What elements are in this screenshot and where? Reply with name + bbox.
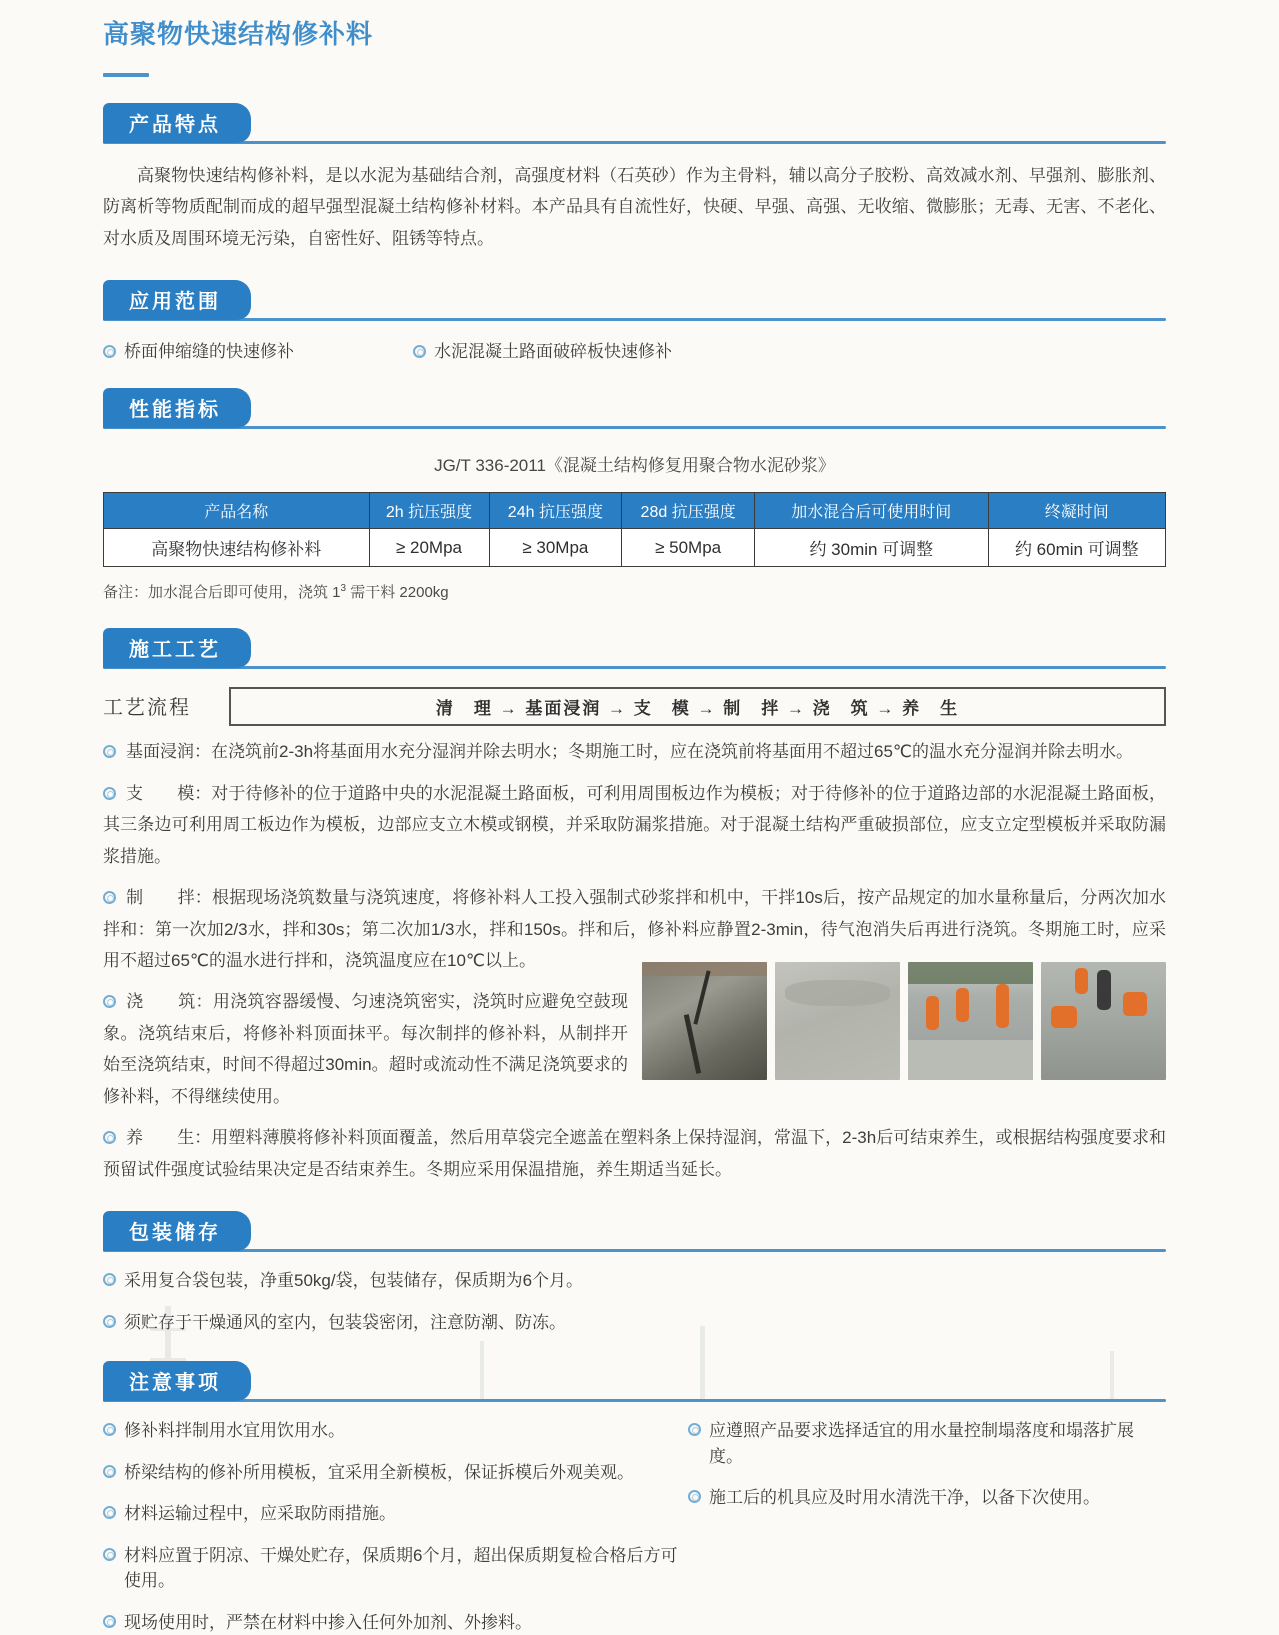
- precaution-label: 材料运输过程中，应采取防雨措施。: [124, 1501, 396, 1527]
- workers-placing-repair-mortar-photo: [1041, 962, 1166, 1080]
- section-header: [103, 1361, 1166, 1402]
- worker-figure: [1075, 968, 1088, 994]
- step-text: 浇 筑：用浇筑容器缓慢、匀速浇筑密实，浇筑时应避免空鼓现象。浇筑结束后，将修补料顶面抹平。每次制拌的修补料，从制拌开始至浇筑结束，时间不得超过30min。超时或流动性不满足浇筑要求的修补料，不得继续使用。: [103, 992, 628, 1105]
- process-step: [103, 736, 1166, 767]
- table-cell: ≥ 30Mpa: [489, 529, 622, 567]
- process-flow-row: [103, 687, 1166, 726]
- precaution-label: 应遵照产品要求选择适宜的用水量控制塌落度和塌落扩展度。: [709, 1418, 1166, 1469]
- list-item: [103, 1268, 1166, 1294]
- step-text: 养 生：用塑料薄膜将修补料顶面覆盖，然后用草袋完全遮盖在塑料条上保持湿润，常温下，2-3h后可结束养生，或根据结构强度要求和预留试件强度试验结果决定是否结束养生。冬期应采用保温措施，养生期适当延长。: [103, 1128, 1166, 1178]
- double-circle-bullet-icon: [103, 1273, 116, 1286]
- section-header: [103, 388, 1166, 429]
- step-text: 支 模：对于待修补的位于道路中央的水泥混凝土路面板，可利用周围板边作为模板；对于待修补的位于道路边部的水泥混凝土路面板，其三条边可利用周工板边作为模板，边部应支立木模或钢模，并采取防漏浆措施。对于混凝土结构严重破损部位，应支立定型模板并采取防漏浆措施。: [103, 784, 1166, 866]
- list-item: [103, 1610, 688, 1635]
- page-title: 高聚物快速结构修补料: [103, 14, 1166, 51]
- section-header: [103, 280, 1166, 321]
- double-circle-bullet-icon: [103, 1548, 116, 1561]
- title-underline: [103, 73, 149, 77]
- photo-detail: [693, 971, 710, 1025]
- list-item: [103, 1460, 688, 1486]
- broken-concrete-slab-photo: [775, 962, 900, 1080]
- list-item: [103, 1418, 688, 1444]
- table-row: [104, 529, 1166, 567]
- section-packaging-storage: [103, 1211, 1166, 1335]
- list-item: [103, 1310, 1166, 1336]
- section-rule: [103, 1249, 1166, 1252]
- precaution-label: 桥梁结构的修补所用模板，宜采用全新模板，保证拆模后外观美观。: [124, 1460, 634, 1486]
- section-tab-process: 施工工艺: [103, 628, 251, 668]
- flow-diagram-box: 清 理 → 基面浸润 → 支 模 → 制 拌 → 浇 筑 → 养 生: [229, 687, 1166, 726]
- packaging-item-label: 须贮存于干燥通风的室内，包装袋密闭，注意防潮、防冻。: [124, 1310, 566, 1336]
- table-header-cell: 产品名称: [104, 493, 370, 529]
- double-circle-bullet-icon: [103, 1423, 116, 1436]
- precautions-columns: [103, 1402, 1166, 1635]
- section-rule: [103, 141, 1166, 144]
- features-paragraph: 高聚物快速结构修补料，是以水泥为基础结合剂，高强度材料（石英砂）作为主骨料，辅以高分子胶粉、高效减水剂、早强剂、膨胀剂、防离析等物质配制而成的超早强型混凝土结构修补材料。本产品具有自流性好，快硬、早强、高强、无收缩、微膨胀；无毒、无害、不老化、对水质及周围环境无污染，自密性好、阻锈等特点。: [103, 160, 1166, 254]
- section-precautions: [103, 1361, 1166, 1635]
- precaution-label: 修补料拌制用水宜用饮用水。: [124, 1418, 345, 1444]
- worker-figure: [1097, 970, 1111, 1010]
- footnote-superscript: 3: [341, 583, 347, 594]
- double-circle-bullet-icon: [103, 1131, 116, 1144]
- application-item-label: 水泥混凝土路面破碎板快速修补: [434, 342, 672, 361]
- worker-figure: [996, 984, 1009, 1028]
- section-tab-precautions: 注意事项: [103, 1361, 251, 1401]
- section-header: [103, 628, 1166, 669]
- process-step: [103, 778, 1166, 872]
- standard-reference: JG/T 336-2011《混凝土结构修复用聚合物水泥砂浆》: [103, 451, 1166, 476]
- table-cell: 高聚物快速结构修补料: [104, 529, 370, 567]
- cracked-pavement-photo: [642, 962, 767, 1080]
- performance-table: [103, 492, 1166, 567]
- double-circle-bullet-icon: [103, 1465, 116, 1478]
- table-header-cell: 加水混合后可使用时间: [755, 493, 989, 529]
- double-circle-bullet-icon: [103, 787, 116, 800]
- list-item: [103, 337, 413, 362]
- table-header-cell: 24h 抗压强度: [489, 493, 622, 529]
- worker-figure: [1123, 992, 1147, 1016]
- section-product-features: [103, 103, 1166, 254]
- step-text: 制 拌：根据现场浇筑数量与浇筑速度，将修补料人工投入强制式砂浆拌和机中，干拌10s后，按产品规定的加水量称量后，分两次加水拌和：第一次加2/3水，拌和30s；第二次加1/3水，拌和150s。拌和后，修补料应静置2-3min，待气泡消失后再进行浇筑。冬期施工时，应采用不超过65℃的温水进行拌和，浇筑温度应在10℃以上。: [103, 888, 1166, 970]
- double-circle-bullet-icon: [688, 1490, 701, 1503]
- application-item-label: 桥面伸缩缝的快速修补: [124, 342, 294, 361]
- precaution-label: 材料应置于阴凉、干燥处贮存，保质期6个月，超出保质期复检合格后方可使用。: [124, 1543, 688, 1594]
- double-circle-bullet-icon: [103, 1315, 116, 1328]
- table-cell: 约 60min 可调整: [988, 529, 1165, 567]
- section-rule: [103, 666, 1166, 669]
- double-circle-bullet-icon: [103, 1506, 116, 1519]
- section-rule: [103, 426, 1166, 429]
- worker-figure: [956, 988, 969, 1022]
- precautions-right-column: [688, 1402, 1166, 1635]
- photo-detail: [908, 1040, 1033, 1080]
- worker-figure: [1051, 1006, 1077, 1028]
- process-step: [103, 1122, 1166, 1185]
- double-circle-bullet-icon: [103, 995, 116, 1008]
- precautions-left-column: [103, 1402, 688, 1635]
- table-cell: ≥ 20Mpa: [369, 529, 489, 567]
- precaution-label: 现场使用时，严禁在材料中掺入任何外加剂、外掺料。: [124, 1610, 532, 1635]
- construction-photo-strip: [642, 962, 1166, 1080]
- table-cell: 约 30min 可调整: [755, 529, 989, 567]
- double-circle-bullet-icon: [103, 745, 116, 758]
- table-header-cell: 2h 抗压强度: [369, 493, 489, 529]
- section-header: [103, 103, 1166, 144]
- double-circle-bullet-icon: [688, 1423, 701, 1436]
- double-circle-bullet-icon: [103, 891, 116, 904]
- flow-label: 工艺流程: [103, 687, 191, 726]
- list-item: [413, 337, 672, 362]
- step-text: 基面浸润：在浇筑前2-3h将基面用水充分湿润并除去明水；冬期施工时，应在浇筑前将基面用不超过65℃的温水充分湿润并除去明水。: [126, 742, 1133, 761]
- section-performance: [103, 388, 1166, 602]
- section-tab-performance: 性能指标: [103, 388, 251, 428]
- double-circle-bullet-icon: [103, 1615, 116, 1628]
- packaging-item-label: 采用复合袋包装，净重50kg/袋，包装储存，保质期为6个月。: [124, 1268, 583, 1294]
- list-item: [103, 1543, 688, 1594]
- section-tab-packaging: 包装储存: [103, 1211, 251, 1251]
- section-header: [103, 1211, 1166, 1252]
- table-header-row: [104, 493, 1166, 529]
- table-header-cell: 28d 抗压强度: [622, 493, 755, 529]
- section-application-scope: [103, 280, 1166, 362]
- section-tab-application: 应用范围: [103, 280, 251, 320]
- table-cell: ≥ 50Mpa: [622, 529, 755, 567]
- photo-detail: [785, 980, 890, 1006]
- section-rule: [103, 318, 1166, 321]
- table-header-cell: 终凝时间: [988, 493, 1165, 529]
- photo-detail: [908, 962, 1033, 984]
- worker-figure: [926, 996, 939, 1030]
- list-item: [103, 1501, 688, 1527]
- table-footnote: [103, 581, 1166, 602]
- application-items: [103, 337, 1166, 362]
- section-construction-process: [103, 628, 1166, 1185]
- footnote-text: 需干料 2200kg: [346, 584, 449, 601]
- section-tab-features: 产品特点: [103, 103, 251, 143]
- road-repair-workers-photo: [908, 962, 1033, 1080]
- footnote-text: 备注：加水混合后即可使用，浇筑 1: [103, 584, 341, 601]
- document-page: [103, 0, 1166, 1635]
- double-circle-bullet-icon: [413, 345, 426, 358]
- list-item: [688, 1485, 1166, 1511]
- double-circle-bullet-icon: [103, 345, 116, 358]
- list-item: [688, 1418, 1166, 1469]
- precaution-label: 施工后的机具应及时用水清洗干净，以备下次使用。: [709, 1485, 1100, 1511]
